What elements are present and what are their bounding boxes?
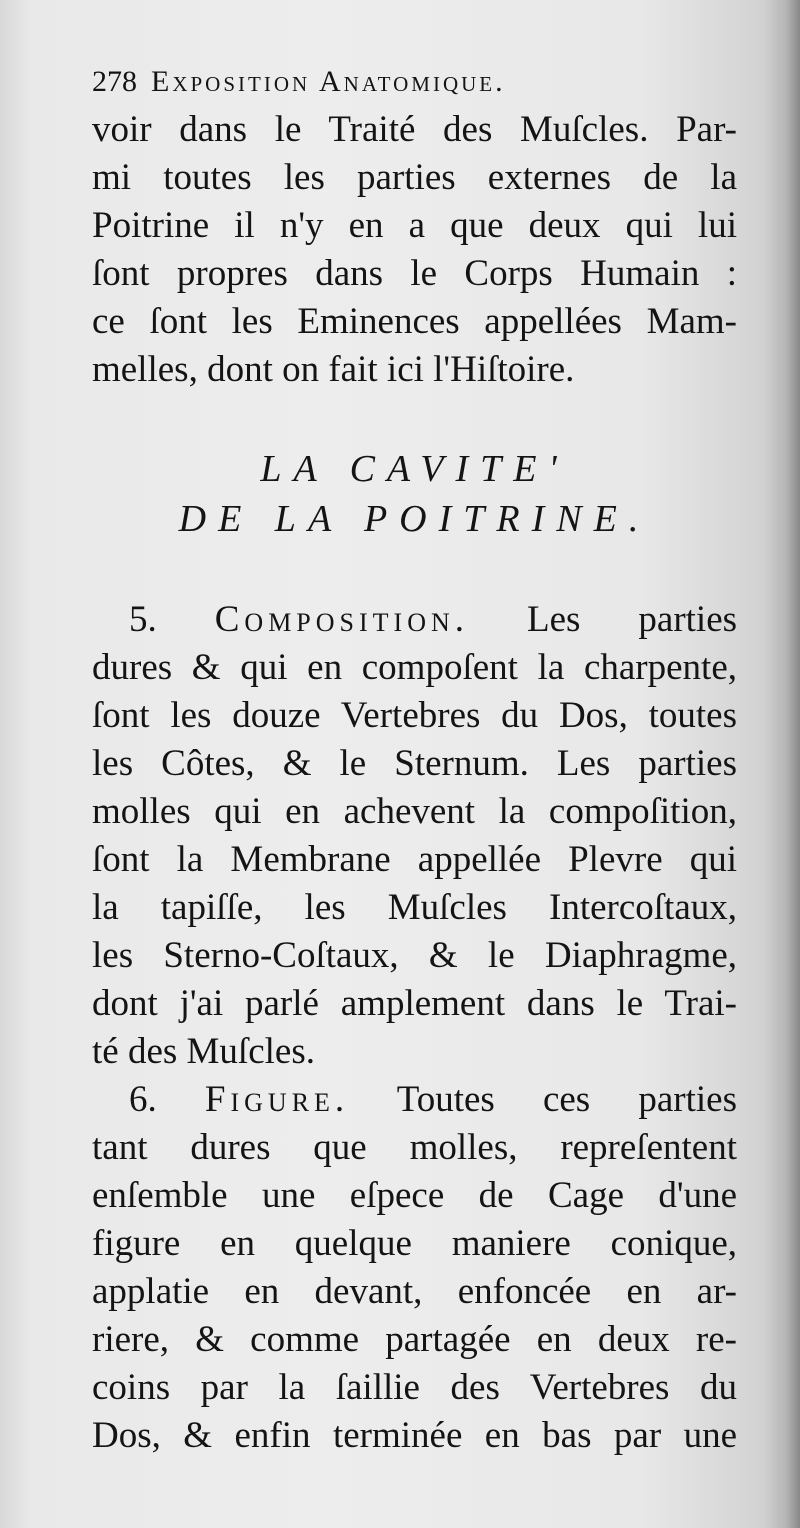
paragraph-lead-text: Les parties (527, 599, 738, 640)
paragraph-lead-text: Toutes ces parties (396, 1079, 737, 1120)
text-line: ſont propres dans le Corps Humain : (92, 253, 737, 294)
text-line: molles qui en achevent la compoſition, (92, 791, 737, 832)
paragraph-lead-line (92, 596, 737, 644)
paragraph-number: 6. (129, 1079, 157, 1120)
text-line: Dos, & enfin terminée en bas par une (92, 1415, 737, 1456)
text-line: riere, & comme partagée en deux re- (92, 1319, 737, 1360)
text-line: Poitrine il n'y en a que deux qui lui (92, 205, 737, 246)
text-line: voir dans le Traité des Muſcles. Par- (92, 109, 737, 150)
text-line: ſont la Membrane appellée Plevre qui (92, 839, 737, 880)
text-line: té des Muſcles. (92, 1031, 315, 1072)
text-line: tant dures que molles, repreſentent (92, 1127, 737, 1168)
text-line: les Côtes, & le Sternum. Les parties (92, 743, 737, 784)
paragraph-number: 5. (129, 599, 157, 640)
text-line: melles, dont on fait ici l'Hiſtoire. (92, 349, 575, 390)
page-text-block (92, 58, 737, 1460)
running-title: Exposition Anatomique. (151, 65, 506, 98)
paragraph-5-composition (92, 596, 737, 1076)
text-line: enſemble une eſpece de Cage d'une (92, 1175, 737, 1216)
paragraph-title: Composition. (214, 599, 470, 640)
running-head (92, 58, 737, 106)
section-heading-line-2: DE LA POITRINE. (178, 498, 651, 540)
page-number: 278 (92, 65, 137, 98)
text-line: mi toutes les parties externes de la (92, 157, 737, 198)
paragraph-title: Figure. (204, 1079, 350, 1120)
text-line: figure en quelque maniere conique, (92, 1223, 737, 1264)
section-heading-line-1: LA CAVITE' (260, 448, 569, 490)
text-line: ce ſont les Eminences appellées Mam- (92, 301, 737, 342)
text-line: ſont les douze Vertebres du Dos, toutes (92, 695, 737, 736)
text-line: dont j'ai parlé amplement dans le Trai- (92, 983, 737, 1024)
text-line: les Sterno-Coſtaux, & le Diaphragme, (92, 935, 737, 976)
paragraph-lead-line (92, 1076, 737, 1124)
text-line: la tapiſſe, les Muſcles Intercoſtaux, (92, 887, 737, 928)
paragraph-6-figure (92, 1076, 737, 1460)
text-line: dures & qui en compoſent la charpente, (92, 647, 737, 688)
intro-paragraph (92, 106, 737, 394)
text-line: applatie en devant, enfoncée en ar- (92, 1271, 737, 1312)
text-line: coins par la ſaillie des Vertebres du (92, 1367, 737, 1408)
page-gutter-shadow (764, 0, 800, 1528)
